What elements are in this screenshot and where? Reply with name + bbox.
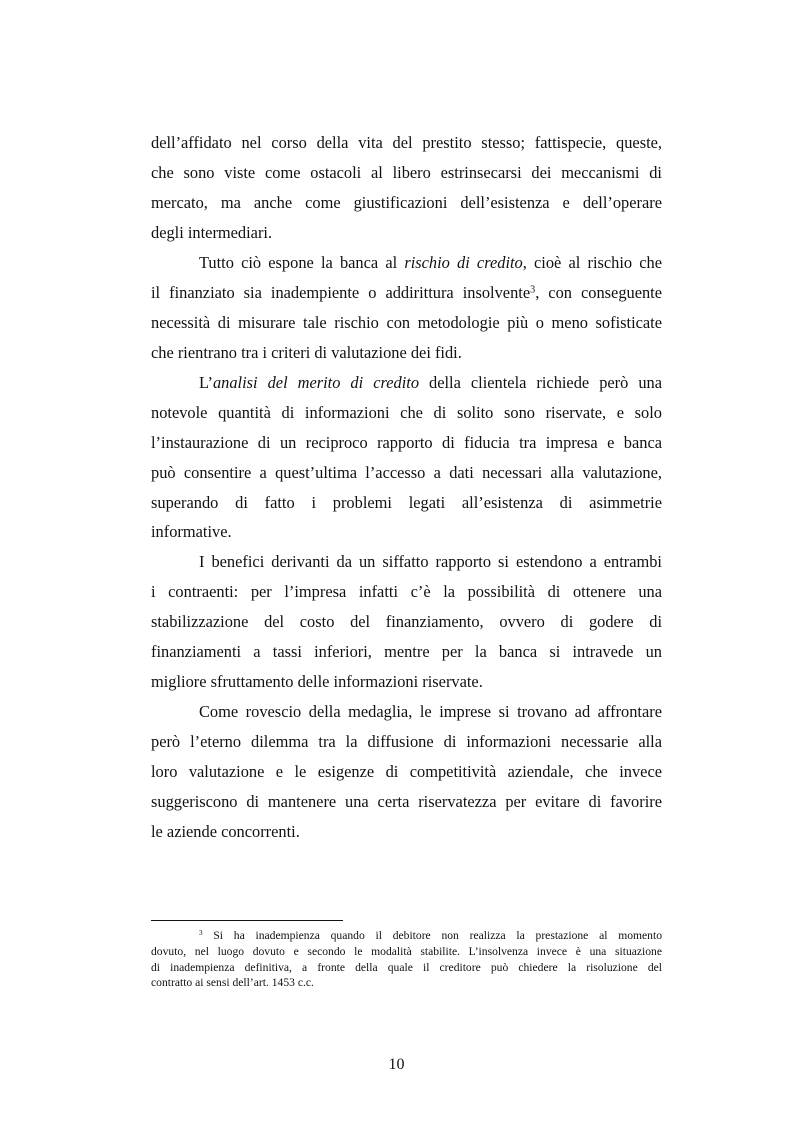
text-line: dell’affidato nel corso della vita del prestito stesso; fattispecie, queste, — [151, 133, 662, 152]
text-line: finanziamenti a tassi inferiori, mentre per la banca si intravede un — [151, 642, 662, 661]
text-run: L’ — [199, 373, 213, 392]
text-line: mercato, ma anche come giustificazioni dell’esistenza e dell’operare — [151, 193, 662, 212]
footnote-reference[interactable]: 3 — [530, 284, 536, 296]
text-line: suggeriscono di mantenere una certa riservatezza per evitare di favorire — [151, 792, 662, 811]
text-line — [199, 373, 662, 393]
text-line: che rientrano tra i criteri di valutazione dei fidi. — [151, 343, 462, 362]
text-line — [151, 283, 662, 303]
text-line: I benefici derivanti da un siffatto rapporto si estendono a entrambi — [199, 552, 662, 571]
text-line — [199, 253, 662, 273]
emphasis-term: rischio di credito — [404, 253, 523, 272]
text-run: Tutto ciò espone la banca al — [199, 253, 405, 272]
text-line: che sono viste come ostacoli al libero estrinsecarsi dei meccanismi di — [151, 163, 662, 182]
text-run: della clientela richiede però una — [419, 373, 662, 392]
page-number: 10 — [388, 1056, 405, 1073]
emphasis-term: analisi del merito di credito — [212, 373, 420, 392]
text-line: Come rovescio della medaglia, le imprese si trovano ad affrontare — [199, 702, 662, 721]
text-line: notevole quantità di informazioni che di solito sono riservate, e solo — [151, 403, 662, 422]
text-line: loro valutazione e le esigenze di competitività aziendale, che invece — [151, 762, 662, 781]
text-line: stabilizzazione del costo del finanziamento, ovvero di godere di — [151, 612, 662, 631]
footnote-line: di inadempienza definitiva, a fronte della quale il creditore può chiedere la risoluzione del — [151, 961, 662, 974]
footnote-line — [199, 929, 662, 943]
text-run: Si ha inadempienza quando il debitore non realizza la prestazione al momento — [202, 929, 662, 942]
text-line: necessità di misurare tale rischio con metodologie più o meno sofisticate — [151, 313, 662, 332]
text-line: però l’eterno dilemma tra la diffusione di informazioni necessarie alla — [151, 732, 662, 751]
footnote-separator — [151, 920, 343, 921]
text-line: può consentire a quest’ultima l’accesso a dati necessari alla valutazione, — [151, 463, 662, 482]
text-line: degli intermediari. — [151, 223, 273, 242]
footnote-number: 3 — [199, 929, 203, 938]
text-line: l’instaurazione di un reciproco rapporto di fiducia tra impresa e banca — [151, 433, 662, 452]
footnote-line: dovuto, nel luogo dovuto e secondo le modalità stabilite. L’insolvenza invece è una situazione — [151, 945, 662, 958]
footnote-line: contratto ai sensi dell’art. 1453 c.c. — [151, 976, 314, 989]
text-line: informative. — [151, 522, 232, 541]
text-line: i contraenti: per l’impresa infatti c’è la possibilità di ottenere una — [151, 582, 662, 601]
text-line: le aziende concorrenti. — [151, 822, 300, 841]
text-line: superando di fatto i problemi legati all’esistenza di asimmetrie — [151, 493, 662, 512]
text-run: il finanziato sia inadempiente o addirittura insolvente — [151, 283, 531, 302]
text-line: migliore sfruttamento delle informazioni riservate. — [151, 672, 483, 691]
text-run: , cioè al rischio che — [522, 253, 662, 272]
text-run: , con conseguente — [535, 283, 663, 302]
